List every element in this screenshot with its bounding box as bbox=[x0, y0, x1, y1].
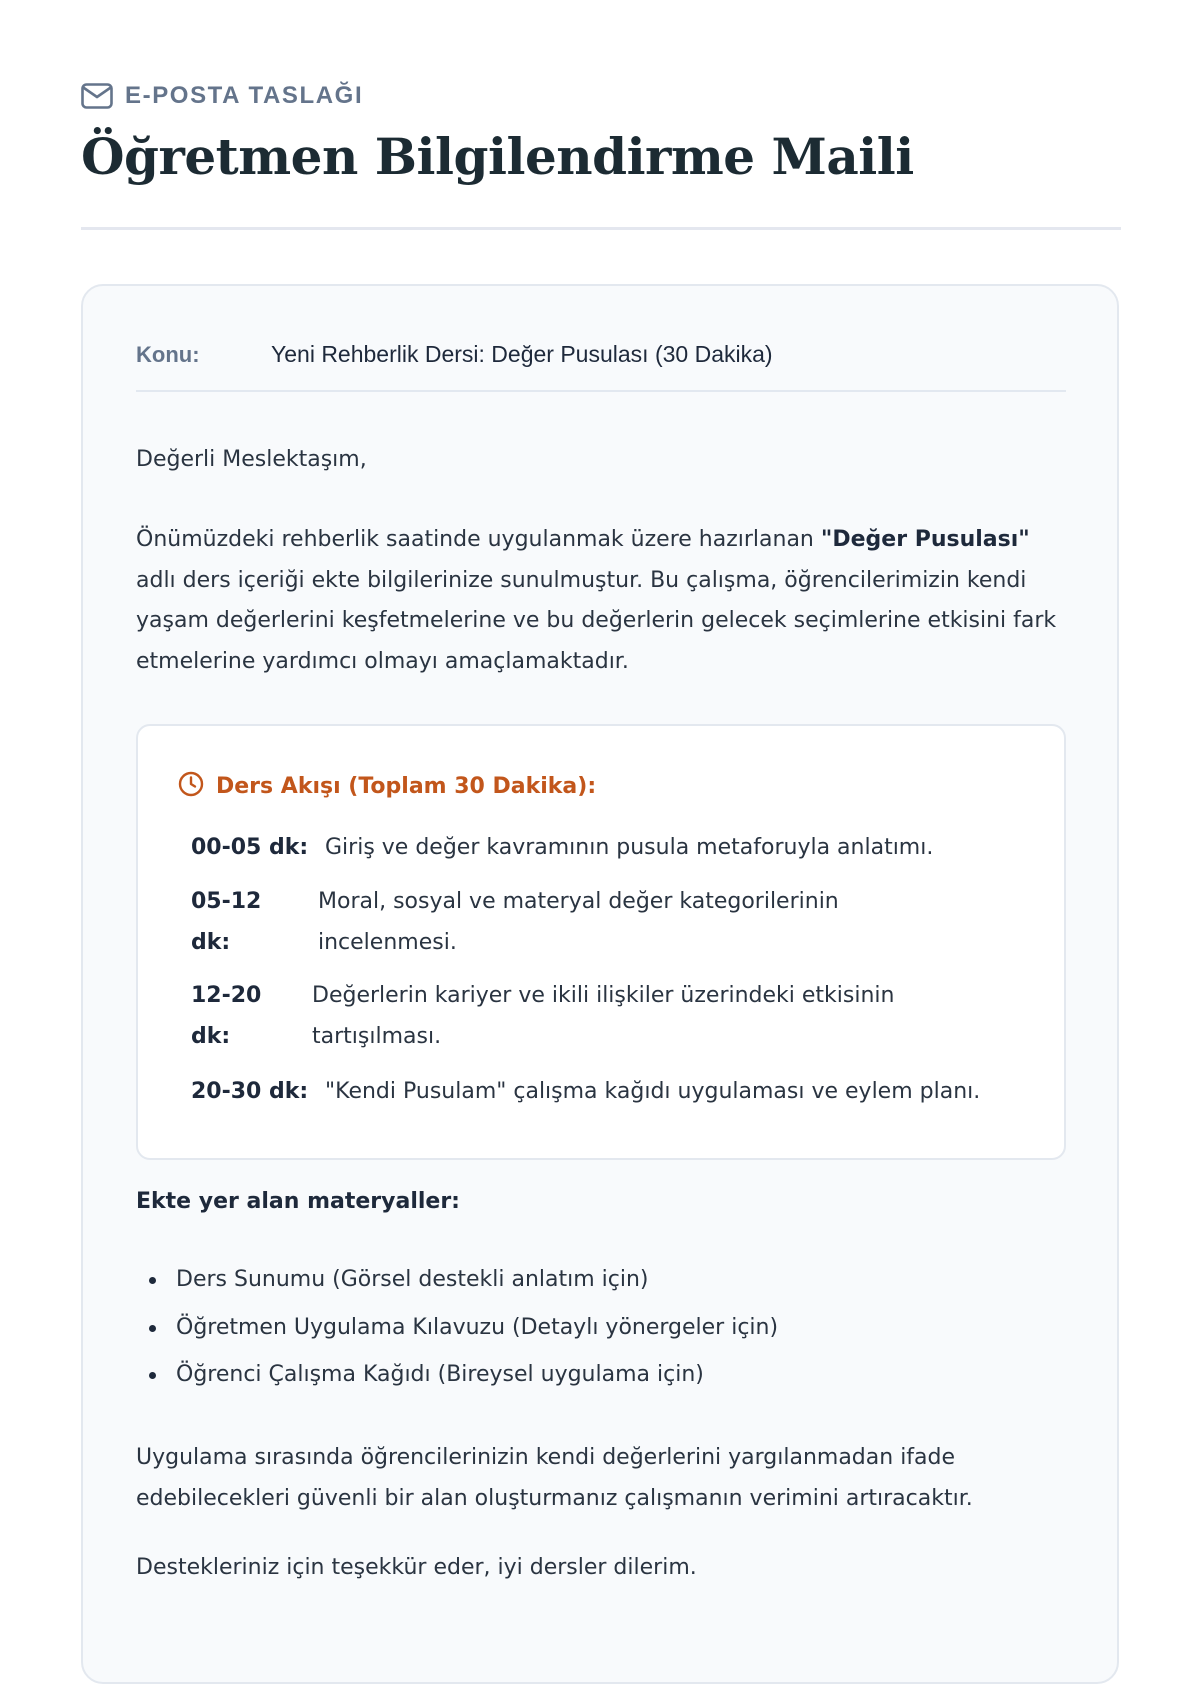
flow-step-description: "Kendi Pusulam" çalışma kağıdı uygulaması ve eylem planı. bbox=[325, 1079, 981, 1104]
lesson-flow-header bbox=[178, 771, 596, 801]
flow-step-time: 05-12 dk: bbox=[191, 889, 262, 955]
subject-value: Yeni Rehberlik Dersi: Değer Pusulası (30 Dakika) bbox=[271, 341, 773, 367]
closing-paragraph: Uygulama sırasında öğrencilerinizin kendi değerlerini yargılanmadan ifade edebilecekleri güvenli bir alan oluşturmanız çalışmanın verimini artıracaktır. bbox=[136, 1445, 973, 1511]
list-item: Ders Sunumu (Görsel destekli anlatım için) bbox=[136, 1260, 778, 1308]
lesson-flow-title: Ders Akışı (Toplam 30 Dakika): bbox=[216, 773, 597, 799]
subject-label: Konu: bbox=[136, 342, 200, 367]
flow-step-description: Değerlerin kariyer ve ikili ilişkiler üzerindeki etkisinin tartışılması. bbox=[312, 983, 895, 1049]
thanks-line: Destekleriniz için teşekkür eder, iyi dersler dilerim. bbox=[136, 1555, 697, 1580]
flow-step-time: 00-05 dk: bbox=[191, 835, 309, 860]
clock-icon bbox=[178, 771, 204, 801]
eyebrow-label: E-POSTA TASLAĞI bbox=[125, 82, 364, 109]
lesson-flow-box bbox=[136, 724, 1066, 1160]
materials-list bbox=[136, 1260, 778, 1403]
email-card bbox=[81, 284, 1119, 1684]
intro-text-after: adlı ders içeriği ekte bilgilerinize sunulmuştur. Bu çalışma, öğrencilerimizin kendi yaşam değerlerini keşfetmelerine ve bu değerlerin gelecek seçimlerine etkisini fark etmelerine yardımcı olmayı amaçlamaktadır. bbox=[136, 567, 1057, 674]
intro-text-before: Önümüzdeki rehberlik saatinde uygulanmak üzere hazırlanan bbox=[136, 527, 821, 552]
page-title: Öğretmen Bilgilendirme Maili bbox=[81, 127, 914, 186]
list-item: Öğretmen Uygulama Kılavuzu (Detaylı yönergeler için) bbox=[136, 1308, 778, 1356]
greeting: Değerli Meslektaşım, bbox=[136, 447, 367, 472]
list-item: Öğrenci Çalışma Kağıdı (Bireysel uygulama için) bbox=[136, 1355, 778, 1403]
flow-step-time: 20-30 dk: bbox=[191, 1079, 309, 1104]
mail-icon bbox=[81, 83, 113, 109]
flow-step-description: Moral, sosyal ve materyal değer kategorilerinin incelenmesi. bbox=[318, 889, 839, 955]
materials-heading: Ekte yer alan materyaller: bbox=[136, 1189, 460, 1214]
flow-step-time: 12-20 dk: bbox=[191, 983, 262, 1049]
eyebrow bbox=[81, 80, 363, 112]
subject-row bbox=[136, 338, 1066, 392]
header-divider bbox=[81, 227, 1121, 230]
intro-lesson-name: "Değer Pusulası" bbox=[820, 527, 1030, 552]
flow-step-description: Giriş ve değer kavramının pusula metaforuyla anlatımı. bbox=[325, 835, 934, 860]
intro-paragraph bbox=[136, 520, 1066, 682]
